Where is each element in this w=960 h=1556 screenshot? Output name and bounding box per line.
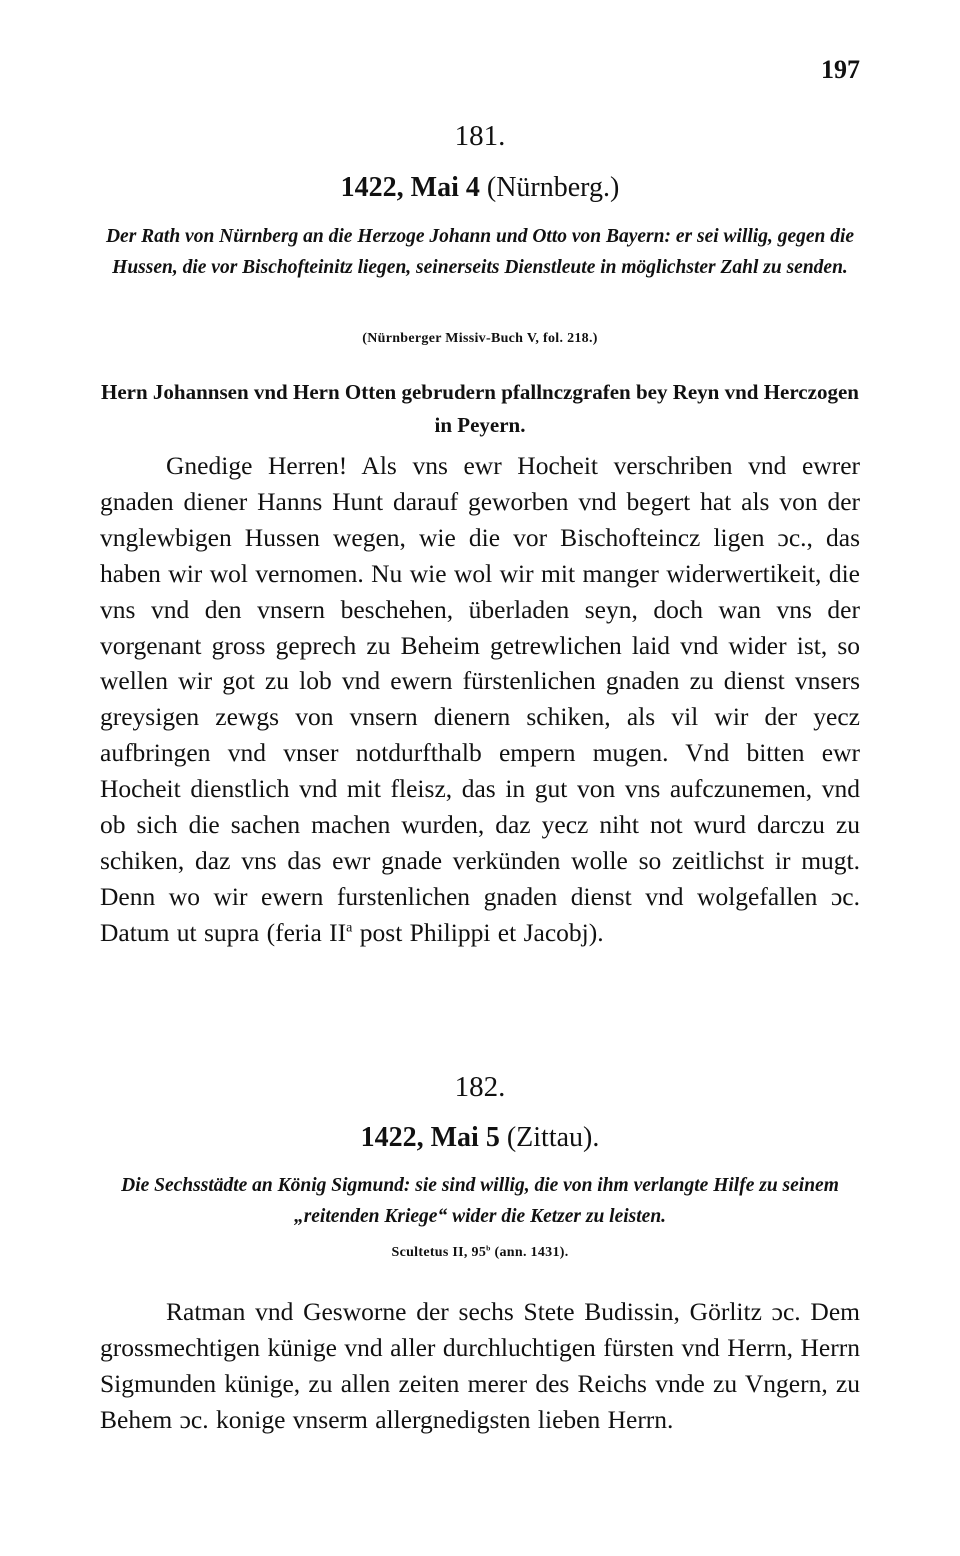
document-source	[100, 1245, 860, 1261]
document-date-text: 1422, Mai 4	[340, 172, 480, 203]
document-date	[100, 172, 860, 204]
document-source-text: Scultetus II, 95	[391, 1245, 487, 1260]
document-date-text: 1422, Mai 5	[360, 1122, 500, 1153]
document-place: (Nürnberg.)	[486, 172, 620, 203]
document-summary: Der Rath von Nürnberg an die Herzoge Johann und Otto von Bayern: er sei willig, gegen die Hussen, die vor Bischofteinitz liegen, seinerseits Dienstleute in möglichster Zahl zu senden.	[105, 226, 855, 278]
document-body	[100, 448, 860, 951]
document-number: 181.	[454, 120, 506, 152]
document-place: (Zittau).	[506, 1122, 600, 1153]
document-summary: Die Sechsstädte an König Sigmund: sie sind willig, die von ihm verlangte Hilfe zu seinem „reitenden Kriege“ wider die Ketzer zu leisten.	[121, 1175, 839, 1227]
document-body-text: Gnedige Herren! Als vns ewr Hocheit verschriben vnd ewrer gnaden diener Hanns Hunt darauf geworben vnd begert hat als von der vnglewbigen Hussen wegen, wie die vor Bischofteincz ligen ɔc., das haben wir wol vernomen. Nu wie wol wir mit manger widerwertikeit, die vns vnd den vnsern beschehen, überladen seyn, doch wan vns der vorgenant gross geprech zu Beheim getrewlichen laid vnd wider ist, so wellen wir got zu lob vnd ewern fürstenlichen gnaden zu dienst vnsers greysigen zewgs von vnsern dienern schiken, als vil wir der yecz aufbringen vnd vnser notdurfthalb empern mugen. Vnd bitten ewr Hocheit dienstlich vnd mit fleisz, das in gut von vns aufczunemen, vnd ob sich die sachen machen wurden, daz yecz niht not wurd darczu zu schiken, daz vns das ewr gnade verkünden wolle so zeitlichst ir mugt. Denn wo wir ewern furstenlichen gnaden dienst vnd wolgefallen ɔc. Datum ut supra (feria II	[100, 451, 860, 947]
document-date	[100, 1122, 860, 1154]
document-source-tail: (ann. 1431).	[490, 1245, 569, 1260]
document-number: 182.	[454, 1071, 506, 1103]
document-body: Ratman vnd Gesworne der sechs Stete Budissin, Görlitz ɔc. Dem grossmechtigen künige vnd aller durchluchtigen fürsten vnd Herrn, Herrn Sigmunden künige, zu allen zeiten merer des Reichs vnde zu Vngern, zu Behem ɔc. konige vnserm allergnedigsten lieben Herrn.	[100, 1297, 860, 1434]
document-source: (Nürnberger Missiv-Buch V, fol. 218.)	[362, 331, 598, 346]
document-body-tail: post Philippi et Jacobj).	[352, 917, 604, 947]
superscript: b	[486, 1243, 491, 1253]
superscript: a	[346, 920, 353, 936]
document-address: Hern Johannsen vnd Hern Otten gebrudern pfallnczgrafen bey Reyn vnd Herczogen in Peyern.	[101, 380, 859, 437]
page-number: 197	[821, 55, 860, 84]
